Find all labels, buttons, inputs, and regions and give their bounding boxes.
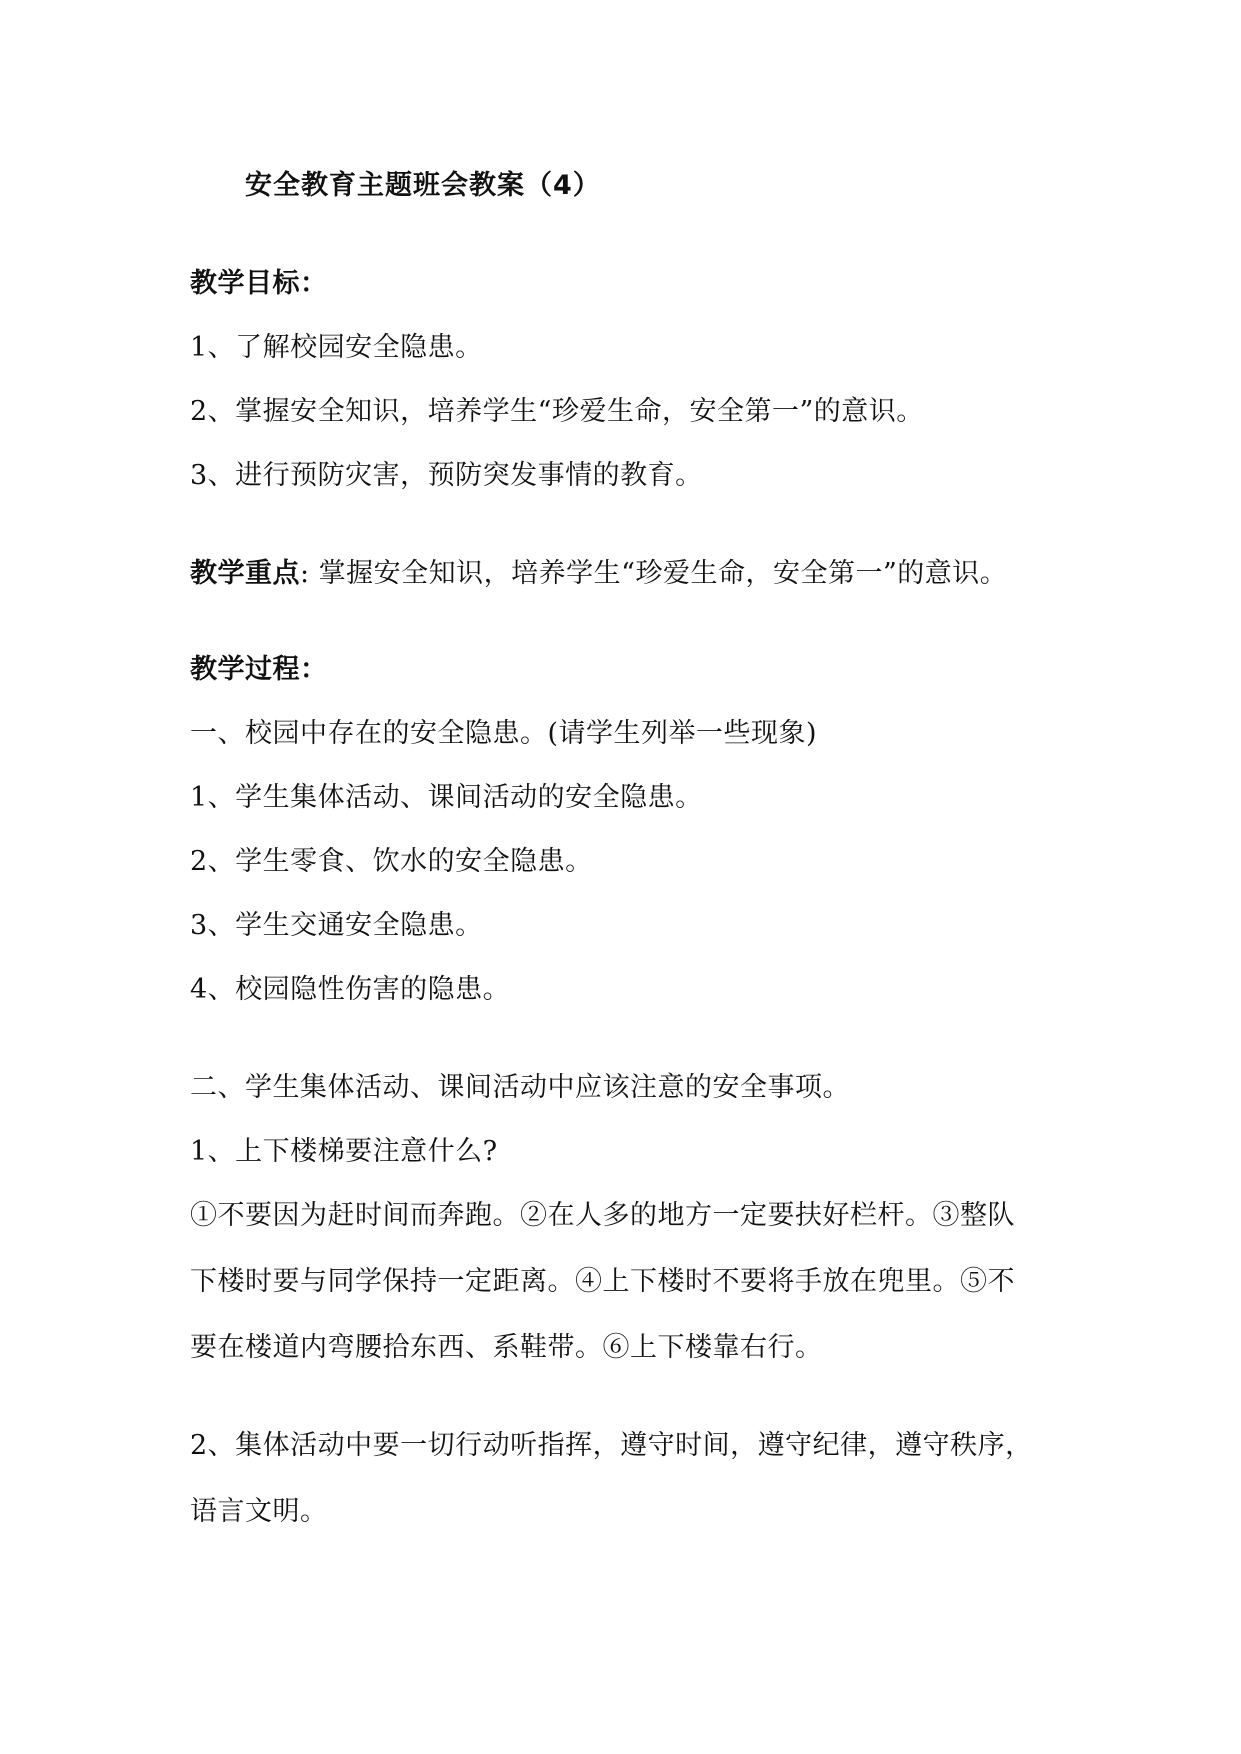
question-item: 1、上下楼梯要注意什么? [190,1136,498,1167]
objective-item: 1、了解校园安全隐患。 [190,332,483,363]
list-item: 2、学生零食、饮水的安全隐患。 [190,846,593,877]
list-item: 4、校园隐性伤害的隐患。 [190,974,511,1005]
process-heading: 教学过程： [190,654,328,685]
section-title: 一、校园中存在的安全隐患。(请学生列举一些现象) [190,718,818,749]
key-point-text: : 掌握安全知识，培养学生“珍爱生命，安全第一”的意识。 [300,558,1008,589]
answer-line: 下楼时要与同学保持一定距离。④上下楼时不要将手放在兜里。⑤不 [190,1266,1015,1297]
answer-line: 要在楼道内弯腰拾东西、系鞋带。⑥上下楼靠右行。 [190,1332,823,1363]
question-item-continued: 语言文明。 [190,1496,328,1527]
page-title: 安全教育主题班会教案（4） [245,170,601,201]
objectives-heading: 教学目标： [190,268,328,299]
list-item: 1、学生集体活动、课间活动的安全隐患。 [190,782,703,813]
section-title: 二、学生集体活动、课间活动中应该注意的安全事项。 [190,1072,850,1103]
key-point-label: 教学重点 [190,558,300,589]
key-point [190,556,1007,592]
list-item: 3、学生交通安全隐患。 [190,910,483,941]
answer-line: ①不要因为赶时间而奔跑。②在人多的地方一定要扶好栏杆。③整队 [190,1200,1015,1231]
objective-item: 2、掌握安全知识，培养学生“珍爱生命，安全第一”的意识。 [190,396,924,427]
objective-item: 3、进行预防灾害，预防突发事情的教育。 [190,460,703,491]
question-item: 2、集体活动中要一切行动听指挥，遵守时间，遵守纪律，遵守秩序， [190,1430,1033,1461]
